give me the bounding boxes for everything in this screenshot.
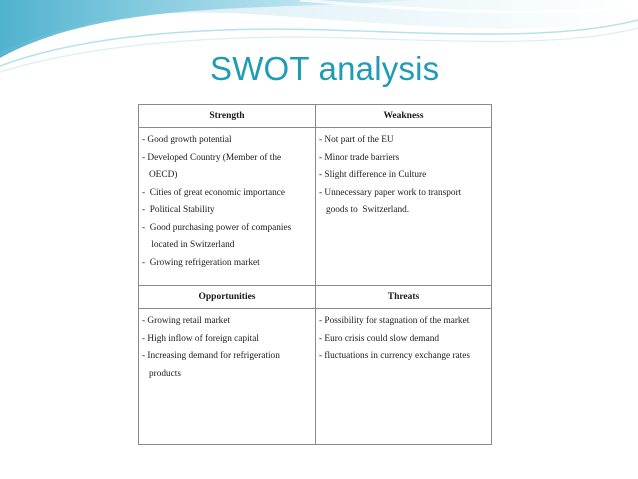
list-item: located in Switzerland xyxy=(142,240,235,250)
opportunities-list xyxy=(139,309,315,383)
list-item: - Growing retail market xyxy=(142,316,231,326)
list-item: - Possibility for stagnation of the market xyxy=(319,316,470,326)
threats-list xyxy=(316,309,491,366)
list-item: - Cities of great economic importance xyxy=(142,187,286,198)
slide-title: SWOT analysis xyxy=(210,50,440,87)
strength-header: Strength xyxy=(139,105,316,128)
list-item: - Unnecessary paper work to transport xyxy=(319,187,462,198)
list-item: goods to Switzerland. xyxy=(319,205,410,215)
list-item: - Good purchasing power of companies xyxy=(142,222,292,233)
list-item: - Not part of the EU xyxy=(319,135,394,145)
list-item: - Increasing demand for refrigeration xyxy=(142,351,280,361)
list-item: - High inflow of foreign capital xyxy=(142,333,259,344)
list-item: OECD) xyxy=(142,170,178,180)
list-item: - Minor trade barriers xyxy=(319,152,400,163)
list-item: - Good growth potential xyxy=(142,135,232,145)
list-item: - Euro crisis could slow demand xyxy=(319,333,440,344)
weakness-header: Weakness xyxy=(316,105,492,128)
list-item: - Growing refrigeration market xyxy=(142,257,260,268)
threats-header: Threats xyxy=(316,286,492,309)
strength-cell xyxy=(139,128,316,286)
list-item: - fluctuations in currency exchange rates xyxy=(319,351,471,361)
weakness-cell xyxy=(316,128,492,286)
opportunities-header: Opportunities xyxy=(139,286,316,309)
weakness-list xyxy=(316,128,491,220)
opportunities-cell xyxy=(139,309,316,445)
list-item: - Slight difference in Culture xyxy=(319,170,427,180)
strength-list xyxy=(139,128,315,272)
threats-cell xyxy=(316,309,492,445)
list-item: - Political Stability xyxy=(142,205,215,215)
swot-table xyxy=(138,104,492,445)
list-item: - Developed Country (Member of the xyxy=(142,152,282,163)
list-item: products xyxy=(142,368,181,379)
